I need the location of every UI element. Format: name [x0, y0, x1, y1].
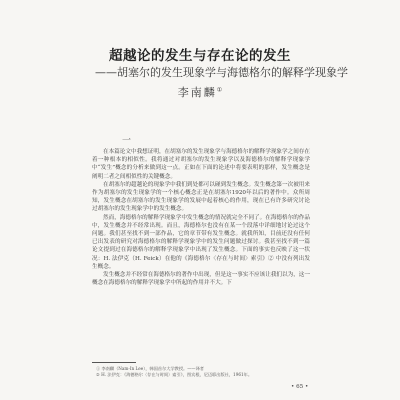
page-number: • 65 •	[291, 384, 309, 390]
body-text	[92, 148, 310, 287]
footnote: ② H. 法伊克：《海德格尔〈存在与时间〉索引》，图宾根，尼迈耶出版社，1961年。	[96, 372, 253, 378]
footnote: ① 李南麟（Nam-In Lee），韩国首尔大学教授。——译者	[96, 366, 204, 371]
author-footnote-mark: ①	[216, 86, 223, 94]
author-name: 李南麟	[177, 86, 217, 99]
footnotes	[96, 366, 310, 379]
paragraph: 然而，海德格尔的解释学现象学中发生概念的情况就完全不同了。在海德格尔的作品中，发生概念并不经常出现。而且，海德格尔也没有在某一个段落中详细地讨论过这个问题。我们甚至找不到一部作品，它的章节带有发生概念。就我所知，目前还没有任何已出发表的研究对海德格尔的解释学现象学中的发生问题做过探讨。我甚至找不到一篇论文提到过在海德格尔的解释学现象学中出现了发生概念。下面的事实也反映了这一状况：H. 法伊克（H. Feick）在他的《海德格尔〈存在与时间〉索引》② 中没有列出发生概念。	[92, 214, 310, 270]
footnote-divider	[92, 362, 136, 363]
section-number: 一	[122, 136, 132, 146]
author-line	[0, 84, 400, 100]
paragraph: 在胡塞尔的超越论的现象学中我们到处都可以碰到发生概念。发生概念第一次被用来作为胡塞尔的发生现象学的一个核心概念正是在胡塞尔1920年以后的著作中。众所周知，发生概念在胡塞尔的发生现象学的发展中起着核心的作用，现在已有许多研究讨论过胡塞尔的发生现象学中的发生概念。	[92, 181, 310, 213]
article-subtitle: ——胡塞尔的发生现象学与海德格尔的解释学现象学	[95, 66, 348, 79]
article-title: 超越论的发生与存在论的发生	[109, 48, 291, 64]
paragraph: 发生概念并不经常在海德格尔的著作中出现，但是这一事实不应该让我们以为，这一概念在海德格尔的解释学现象学中所起的作用并不大。下	[92, 272, 310, 287]
paragraph: 在本篇论文中我想证明，在胡塞尔的发生现象学与海德格尔的解释学现象学之间存在着一种根本的相似性。我将通过对胡塞尔的发生现象学以及海德格尔的解释学现象学中“发生”概念的分析来做到这一点。正如在下面的论述中将要表明的那样，发生概念是阐明二者之间相似性的关键概念。	[92, 149, 310, 180]
